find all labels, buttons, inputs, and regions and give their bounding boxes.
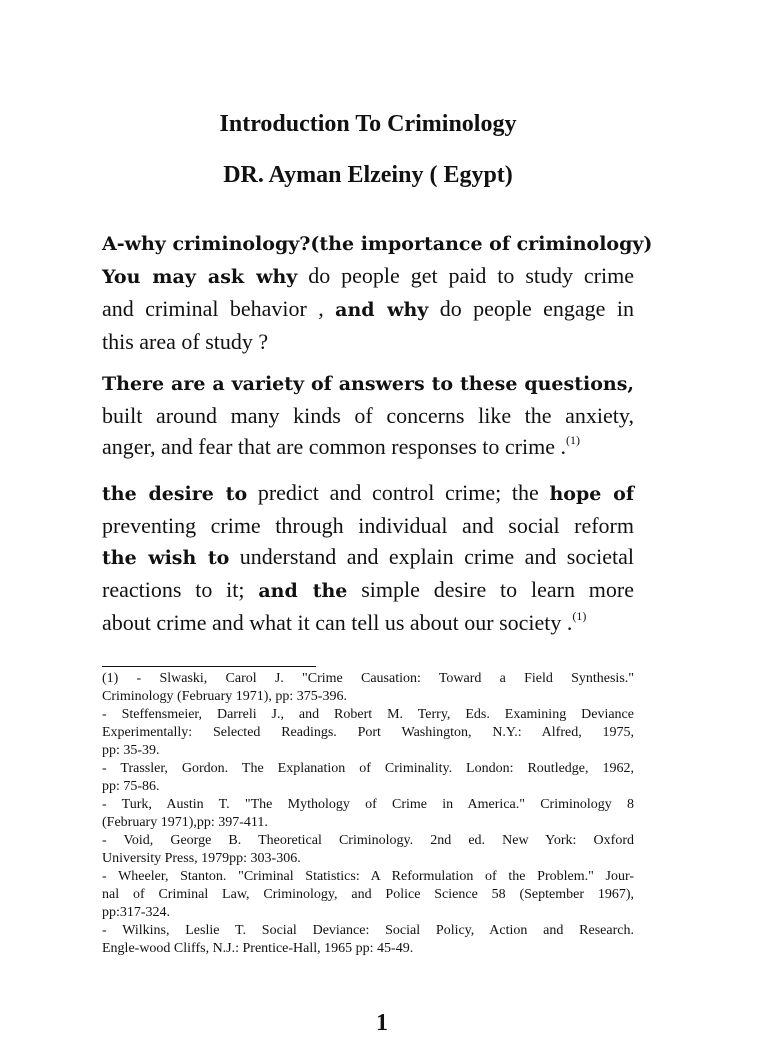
footnote-line: - Void, George B. Theoretical Criminology. 2nd ed. New York: Oxford bbox=[102, 833, 634, 848]
footnote-line: - Steffensmeier, Darreli J., and Robert M. Terry, Eds. Examining Deviance bbox=[102, 707, 634, 722]
footnote-line: (February 1971),pp: 397-411. bbox=[102, 815, 268, 830]
footnote-line: pp: 35-39. bbox=[102, 743, 160, 758]
footnote-line: Engle-wood Cliffs, N.J.: Prentice-Hall, 1965 pp: 45-49. bbox=[102, 941, 414, 956]
footnote-ref: (1) bbox=[566, 433, 580, 447]
footnote-line: - Turk, Austin T. "The Mythology of Crime in America." Criminology 8 bbox=[102, 797, 634, 812]
footnote-line: - Wilkins, Leslie T. Social Deviance: Social Policy, Action and Research. bbox=[102, 923, 634, 938]
footnote-entry bbox=[102, 922, 634, 958]
author-line: DR. Ayman Elzeiny ( Egypt) bbox=[223, 162, 513, 188]
footnote-entry bbox=[102, 868, 634, 922]
footnote-ref: (1) bbox=[572, 609, 587, 623]
footnote-line: (1) - Slwaski, Carol J. "Crime Causation: Toward a Field Synthesis." bbox=[102, 671, 634, 686]
footnote-line: pp: 75-86. bbox=[102, 779, 160, 794]
footnote-entry bbox=[102, 832, 634, 868]
page-number: 1 bbox=[376, 1010, 388, 1036]
document-title: Introduction To Criminology bbox=[219, 111, 517, 137]
paragraph-why-criminology: A-why criminology?(the importance of criminology) You may ask why do people get paid to study crime and criminal behavior , and why do people engage in this area of study ? bbox=[102, 227, 634, 357]
footnote-entry bbox=[102, 796, 634, 832]
footnote-line: Experimentally: Selected Readings. Port Washington, N.Y.: Alfred, 1975, bbox=[102, 725, 634, 740]
paragraph-answers: There are a variety of answers to these questions, built around many kinds of concerns like the anxiety, anger, and fear that are common responses to crime .$^{(1)}$ bbox=[102, 373, 634, 459]
section-heading: A-why criminology?(the importance of criminology) bbox=[102, 233, 653, 255]
footnote-entry bbox=[102, 706, 634, 760]
footnote-line: - Wheeler, Stanton. "Criminal Statistics: A Reformulation of the Problem." Jour- bbox=[102, 869, 634, 884]
footnotes bbox=[102, 670, 634, 958]
footnote-line: pp:317-324. bbox=[102, 905, 171, 920]
footnote-divider bbox=[102, 666, 316, 667]
footnote-line: Criminology (February 1971), pp: 375-396. bbox=[102, 689, 347, 704]
paragraph-desires: the desire to predict and control crime; the hope of preventing crime through individual and social reform the wish to understand and explain crime and societal reactions to it; and the simple desire to learn more about crime and what it can tell us about our society .$^{(1)}$ bbox=[102, 480, 634, 635]
footnote-line: nal of Criminal Law, Criminology, and Police Science 58 (September 1967), bbox=[102, 887, 634, 902]
footnote-line: University Press, 1979pp: 303-306. bbox=[102, 851, 301, 866]
footnote-line: - Trassler, Gordon. The Explanation of Criminality. London: Routledge, 1962, bbox=[102, 761, 634, 776]
footnote-entry bbox=[102, 760, 634, 796]
footnote-entry bbox=[102, 670, 634, 706]
